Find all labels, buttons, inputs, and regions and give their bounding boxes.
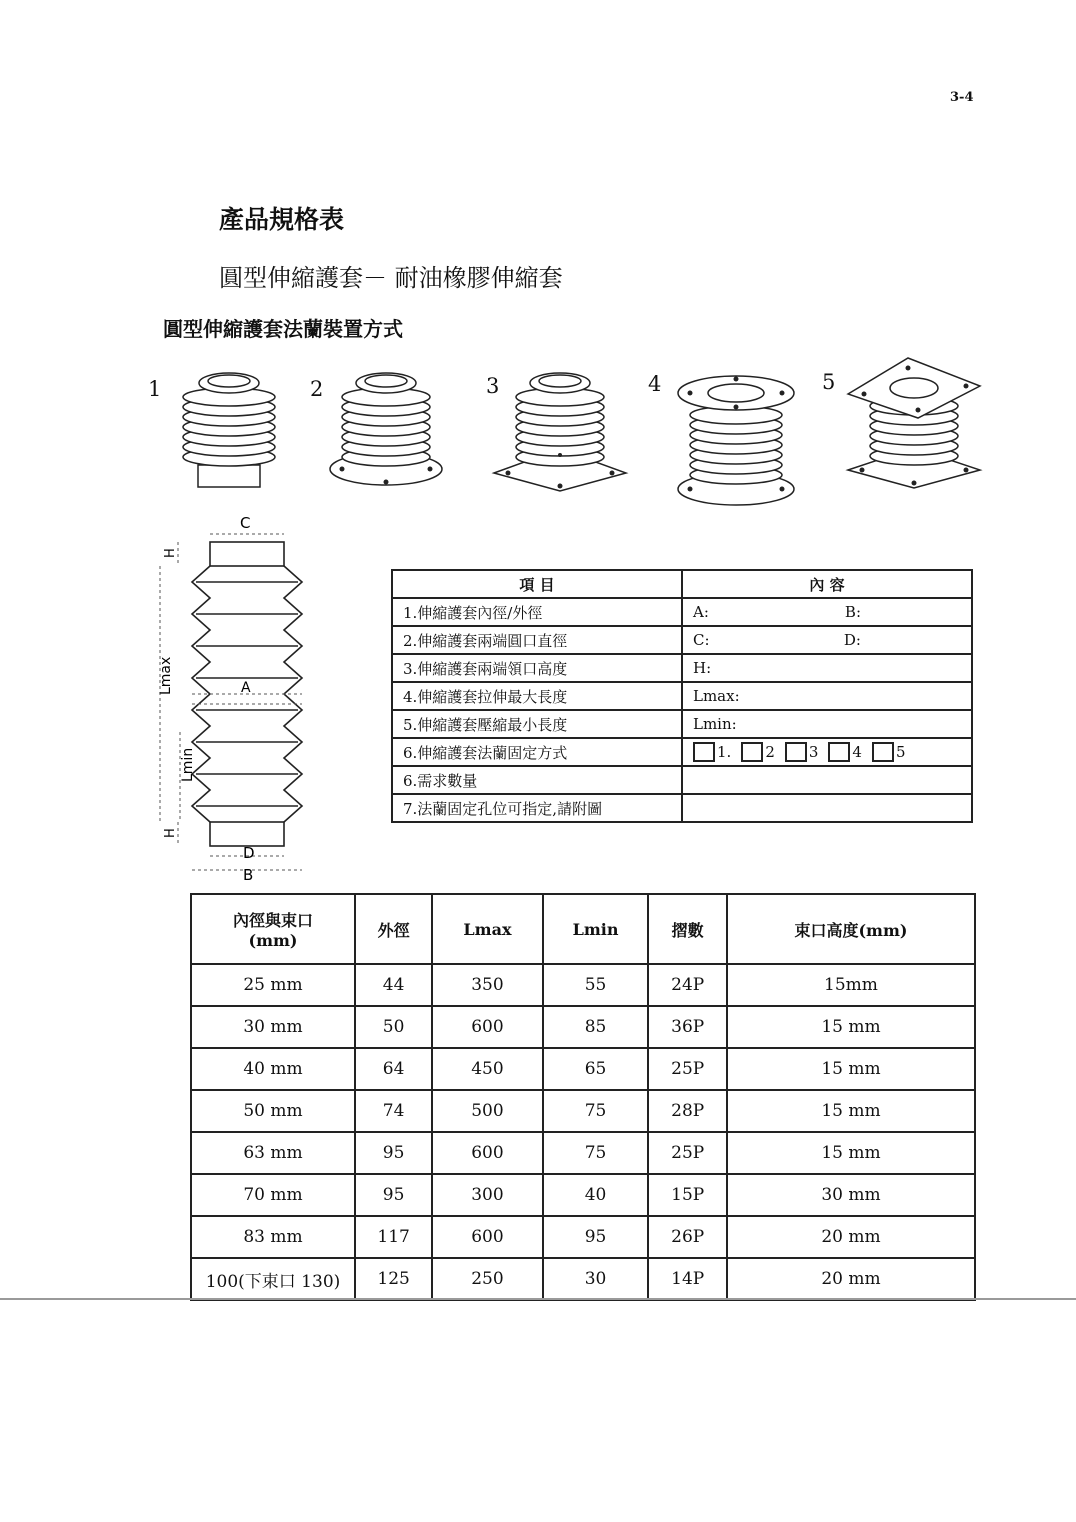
table-row — [191, 964, 975, 1006]
form-item-label: 7.法蘭固定孔位可指定,請附圖 — [392, 794, 682, 822]
form-item-label: 6.需求數量 — [392, 766, 682, 794]
table-cell: 350 — [432, 964, 542, 1006]
dimension-label-h-top: H — [163, 548, 178, 558]
table-cell: 55 — [543, 964, 649, 1006]
table-cell: 63 mm — [191, 1132, 355, 1174]
form-field-quantity[interactable] — [682, 766, 972, 794]
form-row — [392, 682, 972, 710]
dimension-label-d: D — [243, 844, 255, 862]
table-cell: 75 — [543, 1090, 649, 1132]
table-cell: 64 — [355, 1048, 432, 1090]
form-row — [392, 654, 972, 682]
form-header-content: 內 容 — [682, 570, 972, 598]
bellows-square-both-flanges-figure — [844, 352, 984, 492]
bellows-square-bottom-flange-figure — [490, 365, 630, 495]
field-label-d: D: — [843, 631, 861, 649]
table-cell: 44 — [355, 964, 432, 1006]
flange-type-checkbox-5[interactable] — [872, 742, 894, 762]
page-bottom-edge — [0, 1298, 1076, 1300]
form-field-lmax[interactable] — [682, 682, 972, 710]
table-row — [191, 1006, 975, 1048]
form-field-inner-outer-diameter[interactable] — [682, 598, 972, 626]
table-cell: 600 — [432, 1132, 542, 1174]
table-row — [191, 1132, 975, 1174]
bellows-round-both-flanges-figure — [674, 365, 798, 513]
dimension-label-lmin: Lmin — [180, 747, 196, 782]
table-cell: 50 — [355, 1006, 432, 1048]
form-header-item: 項 目 — [392, 570, 682, 598]
table-cell: 20 mm — [727, 1258, 975, 1300]
table-cell: 25P — [648, 1132, 727, 1174]
table-cell: 15 mm — [727, 1048, 975, 1090]
table-cell: 70 mm — [191, 1174, 355, 1216]
figure-number-5: 5 — [822, 370, 836, 394]
header-lmin: Lmin — [543, 894, 649, 964]
figure-number-3: 3 — [486, 374, 500, 398]
table-cell: 65 — [543, 1048, 649, 1090]
checkbox-label: 1. — [717, 743, 732, 761]
checkbox-label: 2 — [765, 743, 775, 761]
table-cell: 30 mm — [727, 1174, 975, 1216]
table-cell: 75 — [543, 1132, 649, 1174]
form-item-label: 4.伸縮護套拉伸最大長度 — [392, 682, 682, 710]
section-title-flange-mounting: 圓型伸縮護套法蘭裝置方式 — [163, 317, 403, 341]
table-cell: 15 mm — [727, 1132, 975, 1174]
table-cell: 40 — [543, 1174, 649, 1216]
flange-type-checkbox-1[interactable] — [693, 742, 715, 762]
form-field-lmin[interactable] — [682, 710, 972, 738]
dimension-label-b: B — [243, 866, 254, 884]
table-cell: 36P — [648, 1006, 727, 1048]
field-label-c: C: — [693, 631, 710, 649]
form-field-collar-height[interactable] — [682, 654, 972, 682]
figure-number-2: 2 — [310, 377, 324, 401]
table-cell: 30 mm — [191, 1006, 355, 1048]
table-cell: 24P — [648, 964, 727, 1006]
dimension-label-h-bottom: H — [163, 828, 178, 838]
table-cell: 100(下束口 130) — [191, 1258, 355, 1300]
table-cell: 25P — [648, 1048, 727, 1090]
form-item-label: 2.伸縮護套兩端圓口直徑 — [392, 626, 682, 654]
order-form-table — [391, 569, 973, 823]
page-title: 產品規格表 — [219, 205, 345, 234]
dimension-label-c: C — [240, 514, 251, 532]
form-row — [392, 598, 972, 626]
table-cell: 85 — [543, 1006, 649, 1048]
table-cell: 500 — [432, 1090, 542, 1132]
form-item-label: 1.伸縮護套內徑/外徑 — [392, 598, 682, 626]
table-cell: 600 — [432, 1216, 542, 1258]
table-cell: 28P — [648, 1090, 727, 1132]
table-cell: 14P — [648, 1258, 727, 1300]
field-label-lmax: Lmax: — [693, 687, 740, 705]
header-folds: 摺數 — [648, 894, 727, 964]
dimension-label-lmax: Lmax — [158, 656, 174, 695]
dimension-label-a: A — [241, 680, 251, 696]
form-row — [392, 766, 972, 794]
flange-type-checkbox-4[interactable] — [828, 742, 850, 762]
form-table-header — [392, 570, 972, 598]
field-label-lmin: Lmin: — [693, 715, 737, 733]
table-cell: 117 — [355, 1216, 432, 1258]
table-row — [191, 1174, 975, 1216]
bellows-dimension-diagram — [130, 510, 330, 890]
form-field-hole-position[interactable] — [682, 794, 972, 822]
table-cell: 250 — [432, 1258, 542, 1300]
header-outer-diameter: 外徑 — [355, 894, 432, 964]
table-row — [191, 1216, 975, 1258]
table-cell: 450 — [432, 1048, 542, 1090]
table-cell: 30 — [543, 1258, 649, 1300]
field-label-h: H: — [693, 659, 712, 677]
table-cell: 25 mm — [191, 964, 355, 1006]
table-cell: 125 — [355, 1258, 432, 1300]
form-row — [392, 794, 972, 822]
table-cell: 300 — [432, 1174, 542, 1216]
checkbox-label: 3 — [808, 743, 819, 761]
form-row — [392, 710, 972, 738]
bellows-no-flange-figure — [170, 365, 290, 495]
table-cell: 15 mm — [727, 1090, 975, 1132]
spec-table — [190, 893, 976, 1301]
form-item-label: 3.伸縮護套兩端領口高度 — [392, 654, 682, 682]
header-lmax: Lmax — [432, 894, 542, 964]
table-row — [191, 1048, 975, 1090]
figure-number-1: 1 — [148, 377, 162, 401]
flange-type-checkbox-2[interactable] — [741, 742, 763, 762]
table-cell: 26P — [648, 1216, 727, 1258]
bellows-round-bottom-flange-figure — [328, 365, 448, 495]
form-item-label: 5.伸縮護套壓縮最小長度 — [392, 710, 682, 738]
flange-type-checkboxes — [682, 738, 972, 766]
table-cell: 50 mm — [191, 1090, 355, 1132]
table-cell: 15P — [648, 1174, 727, 1216]
table-cell: 83 mm — [191, 1216, 355, 1258]
table-cell: 95 — [543, 1216, 649, 1258]
table-cell: 20 mm — [727, 1216, 975, 1258]
form-item-label: 6.伸縮護套法蘭固定方式 — [392, 738, 682, 766]
figure-number-4: 4 — [648, 372, 662, 396]
form-row — [392, 626, 972, 654]
table-cell: 74 — [355, 1090, 432, 1132]
table-cell: 15mm — [727, 964, 975, 1006]
field-label-a: A: — [693, 603, 709, 621]
field-label-b: B: — [844, 603, 861, 621]
header-inner-diameter: 內徑與束口 (mm) — [191, 894, 355, 964]
page-subtitle: 圓型伸縮護套－ 耐油橡膠伸縮套 — [219, 264, 563, 292]
form-field-end-diameter[interactable] — [682, 626, 972, 654]
flange-type-checkbox-3[interactable] — [785, 742, 807, 762]
table-cell: 95 — [355, 1174, 432, 1216]
form-row — [392, 738, 972, 766]
header-collar-height: 束口高度(mm) — [727, 894, 975, 964]
checkbox-label: 4 — [852, 743, 862, 761]
table-row — [191, 1090, 975, 1132]
checkbox-label: 5 — [895, 743, 906, 761]
table-cell: 40 mm — [191, 1048, 355, 1090]
table-cell: 15 mm — [727, 1006, 975, 1048]
table-cell: 95 — [355, 1132, 432, 1174]
page-number: 3-4 — [950, 90, 974, 105]
table-cell: 600 — [432, 1006, 542, 1048]
spec-table-header — [191, 894, 975, 964]
table-row — [191, 1258, 975, 1300]
